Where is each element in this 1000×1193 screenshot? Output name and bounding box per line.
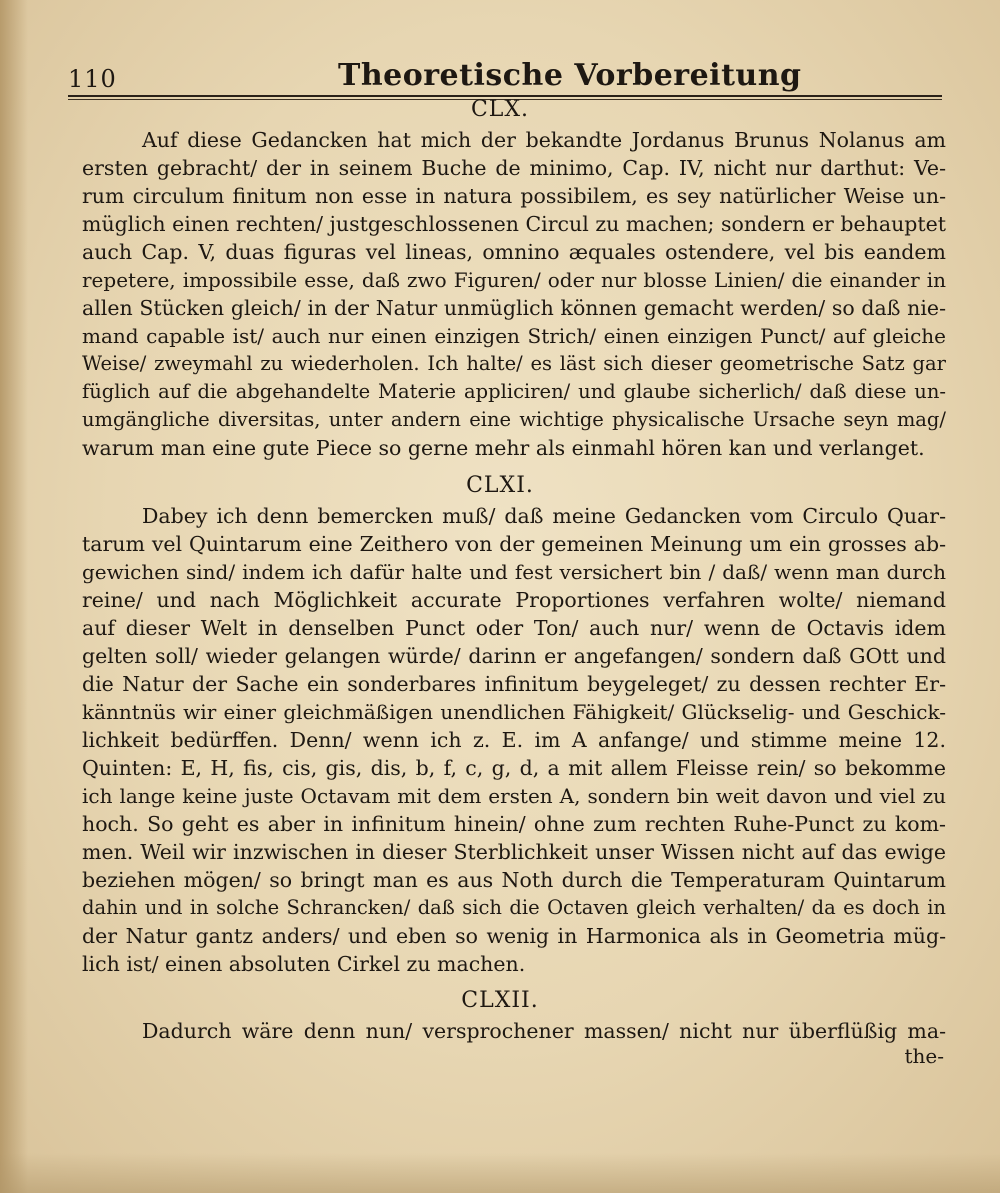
- text-line: repetere, impossibile esse, daß zwo Figuren/ oder nur blosse Linien/ die einander in: [82, 268, 946, 292]
- page-gutter-shadow: [0, 0, 28, 1193]
- page-header: [68, 56, 942, 96]
- text-line: hoch. So geht es aber in infinitum hinein/ ohne zum rechten Ruhe-Punct zu kom-: [82, 812, 946, 836]
- text-line: der Natur gantz anders/ und eben so wenig in Harmonica als in Geometria müg-: [82, 924, 946, 948]
- paragraph-clxi: [82, 502, 946, 978]
- catchword: the-: [904, 1044, 944, 1068]
- text-line: Quinten: E, H, fis, cis, gis, dis, b, f, c, g, d, a mit allem Fleisse rein/ so bekomme: [82, 756, 946, 780]
- text-line: auf dieser Welt in denselben Punct oder Ton/ auch nur/ wenn de Octavis idem: [82, 616, 946, 640]
- text-line: allen Stücken gleich/ in der Natur unmüglich können gemacht werden/ so daß nie-: [82, 296, 946, 320]
- page-number: 110: [68, 65, 117, 93]
- text-line: rum circulum finitum non esse in natura possibilem, es sey natürlicher Weise un-: [82, 184, 946, 208]
- text-line: gewichen sind/ indem ich dafür halte und fest versichert bin / daß/ wenn man durch: [82, 560, 946, 584]
- text-line: ersten gebracht/ der in seinem Buche de minimo, Cap. IV, nicht nur darthut: Ve-: [82, 156, 946, 180]
- text-line: ich lange keine juste Octavam mit dem ersten A, sondern bin weit davon und viel zu: [82, 784, 946, 808]
- paragraph-clx: [82, 126, 946, 462]
- text-line: die Natur der Sache ein sonderbares infinitum beygeleget/ zu dessen rechter Er-: [82, 672, 946, 696]
- paragraph-clxii: [82, 1017, 946, 1045]
- text-line: lich ist/ einen absoluten Cirkel zu machen.: [82, 952, 526, 976]
- text-line: Weise/ zweymahl zu wiederholen. Ich halte/ es läst sich dieser geometrische Satz gar: [82, 352, 946, 375]
- page-bottom-shadow: [0, 1153, 1000, 1193]
- section-heading-clx: CLX.: [470, 97, 530, 122]
- text-line: warum man eine gute Piece so gerne mehr als einmahl hören kan und verlanget.: [82, 436, 925, 460]
- text-line: Auf diese Gedancken hat mich der bekandte Jordanus Brunus Nolanus am: [142, 128, 946, 152]
- text-line: auch Cap. V, duas figuras vel lineas, omnino æquales ostendere, vel bis eandem: [82, 240, 946, 264]
- text-line: tarum vel Quintarum eine Zeithero von der gemeinen Meinung um ein grosses ab-: [82, 532, 946, 556]
- text-line: känntnüs wir einer gleichmäßigen unendlichen Fähigkeit/ Glückselig- und Geschick-: [82, 700, 946, 724]
- text-line: beziehen mögen/ so bringt man es aus Noth durch die Temperaturam Quintarum: [82, 868, 946, 892]
- text-line: dahin und in solche Schrancken/ daß sich die Octaven gleich verhalten/ da es doch in: [82, 896, 946, 919]
- section-heading-clxii: CLXII.: [461, 988, 539, 1013]
- section-heading-clxi: CLXI.: [466, 473, 534, 498]
- text-line: reine/ und nach Möglichkeit accurate Proportiones verfahren wolte/ niemand: [82, 588, 946, 612]
- text-line: Dadurch wäre denn nun/ versprochener massen/ nicht nur überflüßig ma-: [142, 1019, 946, 1043]
- text-line: Dabey ich denn bemercken muß/ daß meine Gedancken vom Circulo Quar-: [142, 504, 946, 528]
- text-line: gelten soll/ wieder gelangen würde/ darinn er angefangen/ sondern daß GOtt und: [82, 644, 946, 668]
- text-line: füglich auf die abgehandelte Materie appliciren/ und glaube sicherlich/ daß diese un-: [82, 380, 946, 403]
- text-line: umgängliche diversitas, unter andern eine wichtige physicalische Ursache seyn mag/: [82, 408, 946, 431]
- text-line: men. Weil wir inzwischen in dieser Sterblichkeit unser Wissen nicht auf das ewige: [82, 840, 946, 864]
- running-head: Theoretische Vorbereitung: [338, 58, 802, 93]
- text-line: müglich einen rechten/ justgeschlossenen Circul zu machen; sondern er behauptet: [82, 212, 946, 236]
- text-line: lichkeit bedürffen. Denn/ wenn ich z. E. im A anfange/ und stimme meine 12.: [82, 728, 946, 752]
- text-line: mand capable ist/ auch nur einen einzigen Strich/ einen einzigen Punct/ auf gleiche: [82, 324, 946, 348]
